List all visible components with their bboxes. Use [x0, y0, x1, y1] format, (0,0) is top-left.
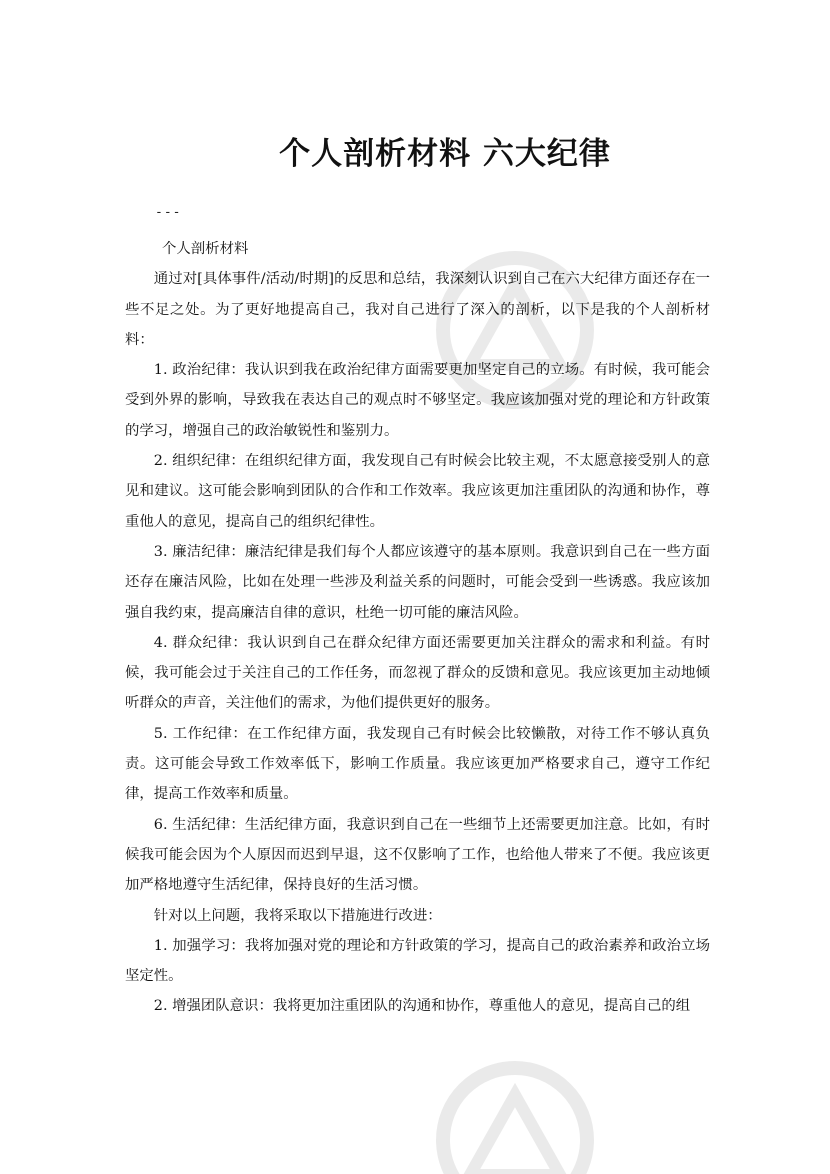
- list-item: 3. 廉洁纪律：廉洁纪律是我们每个人都应该遵守的基本原则。我意识到自己在一些方面还存在廉洁风险，比如在处理一些涉及利益关系的问题时，可能会受到一些诱惑。我应该加强自我约束，提高廉洁自律的意识，杜绝一切可能的廉洁风险。: [125, 543, 710, 621]
- measures-intro: 针对以上问题，我将采取以下措施进行改进：: [153, 907, 442, 924]
- list-item: 4. 群众纪律：我认识到自己在群众纪律方面还需要更加关注群众的需求和利益。有时候，我可能会过于关注自己的工作任务，而忽视了群众的反馈和意见。我应该更加主动地倾听群众的声音，关注他们的需求，为他们提供更好的服务。: [125, 634, 710, 712]
- page-title: 个人剖析材料 六大纪律: [279, 136, 611, 172]
- list-item: 5. 工作纪律：在工作纪律方面，我发现自己有时候会比较懒散，对待工作不够认真负责。这可能会导致工作效率低下，影响工作质量。我应该更加严格要求自己，遵守工作纪律，提高工作效率和质量。: [125, 725, 710, 803]
- measure-item: 2. 增强团队意识：我将更加注重团队的沟通和协作，尊重他人的意见，提高自己的组: [153, 998, 691, 1015]
- list-item: 1. 政治纪律：我认识到我在政治纪律方面需要更加坚定自己的立场。有时候，我可能会受到外界的影响，导致我在表达自己的观点时不够坚定。我应该加强对党的理论和方针政策的学习，增强自己的政治敏锐性和鉴别力。: [125, 362, 710, 439]
- measure-item: 1. 加强学习：我将加强对党的理论和方针政策的学习，提高自己的政治素养和政治立场坚定性。: [125, 937, 710, 985]
- watermark-icon: [430, 1055, 600, 1174]
- list-item: 6. 生活纪律：生活纪律方面，我意识到自己在一些细节上还需要更加注意。比如，有时候我可能会因为个人原因而迟到早退，这不仅影响了工作，也给他人带来了不便。我应该更加严格地遵守生活纪律，保持良好的生活习惯。: [125, 816, 710, 894]
- list-item: 2. 组织纪律：在组织纪律方面，我发现自己有时候会比较主观，不太愿意接受别人的意见和建议。这可能会影响到团队的合作和工作效率。我应该更加注重团队的沟通和协作，尊重他人的意见，提高自己的组织纪律性。: [125, 453, 710, 530]
- document-body: [125, 234, 710, 1022]
- separator: ---: [155, 205, 182, 220]
- section-heading: 个人剖析材料: [162, 241, 249, 257]
- intro-paragraph: 通过对[具体事件/活动/时期]的反思和总结，我深刻认识到自己在六大纪律方面还存在一些不足之处。为了更好地提高自己，我对自己进行了深入的剖析，以下是我的个人剖析材料：: [125, 271, 710, 348]
